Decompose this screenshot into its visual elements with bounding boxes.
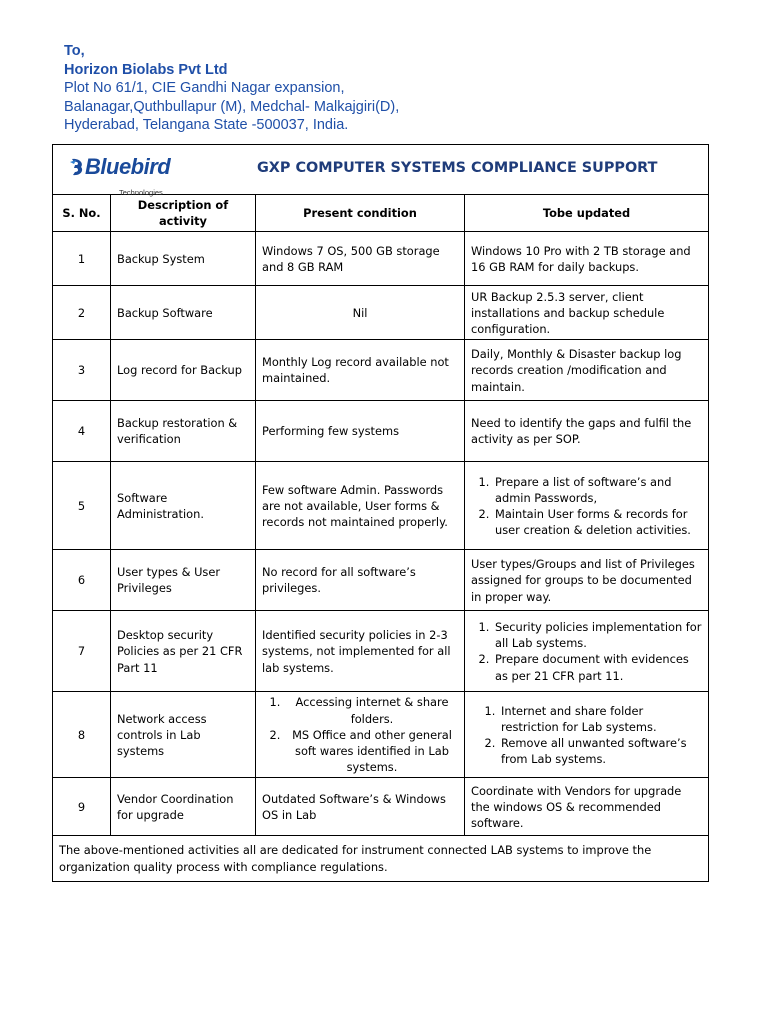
row-description: Backup Software <box>111 286 256 340</box>
table-row <box>53 550 709 611</box>
row-update: UR Backup 2.5.3 server, client installations and backup schedule configuration. <box>465 286 709 340</box>
row-present: Monthly Log record available not maintained. <box>256 340 465 401</box>
header-update: Tobe updated <box>465 195 709 232</box>
row-present: Windows 7 OS, 500 GB storage and 8 GB RAM <box>256 232 465 286</box>
list-item: 1. Accessing internet & share folders. <box>284 694 458 726</box>
bird-icon <box>69 157 85 177</box>
table-row <box>53 462 709 550</box>
address-line-3: Hyderabad, Telangana State -500037, India. <box>64 117 349 133</box>
row-update: Need to identify the gaps and fulfil the activity as per SOP. <box>465 401 709 462</box>
table-row <box>53 340 709 401</box>
row-number: 2 <box>53 286 111 340</box>
table-row <box>53 778 709 836</box>
table-footer-note: The above-mentioned activities all are dedicated for instrument connected LAB systems to improve the organization quality process with compliance regulations. <box>53 836 709 881</box>
row-description: User types & User Privileges <box>111 550 256 611</box>
list-item: 2. Prepare document with evidences as per 21 CFR part 11. <box>493 651 702 683</box>
table-row <box>53 401 709 462</box>
logo-wordmark: Bluebird <box>85 154 171 179</box>
row-number: 1 <box>53 232 111 286</box>
table-row <box>53 611 709 692</box>
row-number: 9 <box>53 778 111 836</box>
row-present: No record for all software’s privileges. <box>256 550 465 611</box>
row-update: Coordinate with Vendors for upgrade the windows OS & recommended software. <box>465 778 709 836</box>
list-item: 2. MS Office and other general soft wares identified in Lab systems. <box>284 727 458 776</box>
row-present: Few software Admin. Passwords are not available, User forms & records not maintained properly. <box>256 462 465 550</box>
address-company: Horizon Biolabs Pvt Ltd <box>64 61 228 78</box>
row-number: 8 <box>53 692 111 778</box>
row-description: Log record for Backup <box>111 340 256 401</box>
row-present: Identified security policies in 2-3 systems, not implemented for all lab systems. <box>256 611 465 692</box>
address-to: To, <box>64 43 85 59</box>
row-description: Network access controls in Lab systems <box>111 692 256 778</box>
table-title-row <box>53 145 709 195</box>
compliance-table <box>52 144 709 882</box>
row-description: Desktop security Policies as per 21 CFR Part 11 <box>111 611 256 692</box>
row-update <box>465 462 709 550</box>
table-row <box>53 286 709 340</box>
row-description: Vendor Coordination for upgrade <box>111 778 256 836</box>
table-footer-row <box>53 836 709 881</box>
row-update: User types/Groups and list of Privileges assigned for groups to be documented in proper way. <box>465 550 709 611</box>
table-row <box>53 232 709 286</box>
row-update <box>465 692 709 778</box>
address-line-2: Balanagar,Quthbullapur (M), Medchal- Malkajgiri(D), <box>64 98 400 115</box>
list-item: 2. Maintain User forms & records for user creation & deletion activities. <box>493 506 702 538</box>
row-number: 5 <box>53 462 111 550</box>
row-present <box>256 692 465 778</box>
header-sno: S. No. <box>53 195 111 232</box>
bluebird-logo <box>69 154 171 197</box>
document-title: GXP COMPUTER SYSTEMS COMPLIANCE SUPPORT <box>257 160 658 176</box>
row-description: Backup restoration & verification <box>111 401 256 462</box>
list-item: 1. Internet and share folder restriction for Lab systems. <box>499 703 702 735</box>
row-update <box>465 611 709 692</box>
header-description: Description of activity <box>111 195 256 232</box>
row-update: Daily, Monthly & Disaster backup log records creation /modification and maintain. <box>465 340 709 401</box>
row-description: Software Administration. <box>111 462 256 550</box>
list-item: 2. Remove all unwanted software’s from Lab systems. <box>499 735 702 767</box>
table-row <box>53 692 709 778</box>
recipient-address <box>64 42 399 135</box>
row-number: 4 <box>53 401 111 462</box>
row-present: Nil <box>256 286 465 340</box>
list-item: 1. Prepare a list of software’s and admin Passwords, <box>493 474 702 506</box>
row-description: Backup System <box>111 232 256 286</box>
row-present: Performing few systems <box>256 401 465 462</box>
row-number: 7 <box>53 611 111 692</box>
row-number: 3 <box>53 340 111 401</box>
address-line-1: Plot No 61/1, CIE Gandhi Nagar expansion, <box>64 80 345 96</box>
header-present: Present condition <box>256 195 465 232</box>
row-number: 6 <box>53 550 111 611</box>
row-present: Outdated Software’s & Windows OS in Lab <box>256 778 465 836</box>
logo-tagline: Technologies <box>119 188 163 197</box>
row-update: Windows 10 Pro with 2 TB storage and 16 GB RAM for daily backups. <box>465 232 709 286</box>
list-item: 1. Security policies implementation for all Lab systems. <box>493 619 702 651</box>
